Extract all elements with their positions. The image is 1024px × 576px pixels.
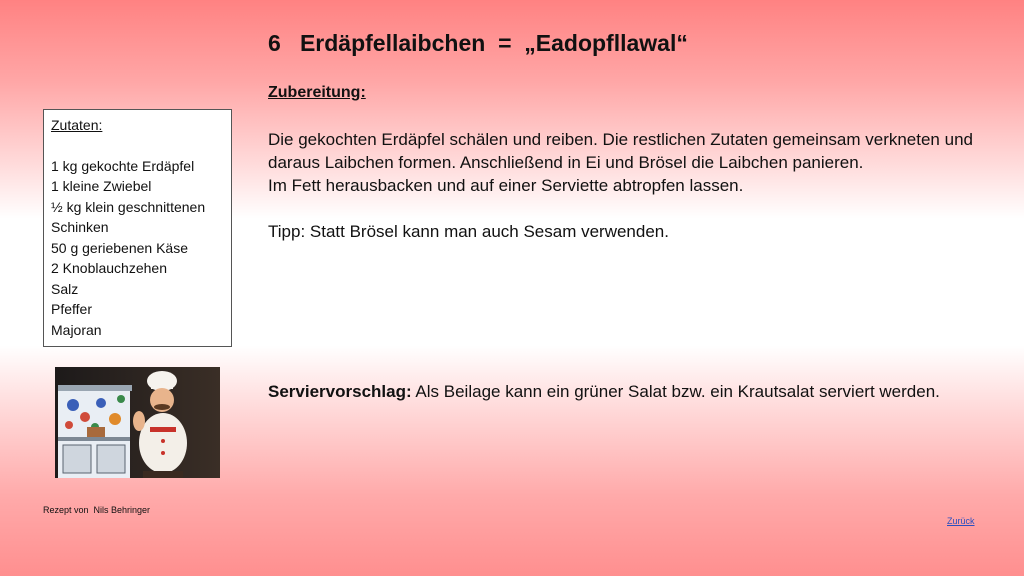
serving-suggestion [268,380,940,403]
back-link[interactable]: Zurück [947,516,975,526]
ingredients-box [43,109,232,347]
ingredient-item: Majoran [51,321,102,338]
ingredient-item: 50 g geriebenen Käse [51,239,188,256]
ingredient-item: Schinken [51,219,109,235]
ingredient-item: Pfeffer [51,301,92,317]
ingredients-list [51,156,231,341]
ingredient-item: Salz [51,280,79,297]
tip-text: Tipp: Statt Brösel kann man auch Sesam verwenden. [268,222,669,241]
recipe-credit: Rezept von Nils Behringer [43,505,151,515]
ingredient-item: ½ kg klein geschnittenen [51,198,206,215]
instruction-step: Im Fett herausbacken und auf einer Serviette abtropfen lassen. [268,176,744,195]
ingredient-item: 2 Knoblauchzehen [51,260,167,276]
ingredient-item: 1 kg gekochte Erdäpfel [51,157,195,174]
serving-label: Serviervorschlag: [268,382,412,401]
ingredients-heading: Zutaten: [51,117,103,133]
recipe-title: 6 Erdäpfellaibchen = „Eadopfllawal“ [268,30,688,56]
chef-stove-photo [55,367,220,478]
preparation-heading: Zubereitung: [268,84,366,101]
ingredient-item: 1 kleine Zwiebel [51,178,152,194]
instruction-step: Die gekochten Erdäpfel schälen und reiben. Die restlichen Zutaten gemeinsam verkneten und daraus Laibchen formen. Anschließend in Ei und Brösel die Laibchen panieren. [268,130,973,172]
instructions [268,128,1008,197]
serving-text: Als Beilage kann ein grüner Salat bzw. ein Krautsalat serviert werden. [411,382,940,401]
